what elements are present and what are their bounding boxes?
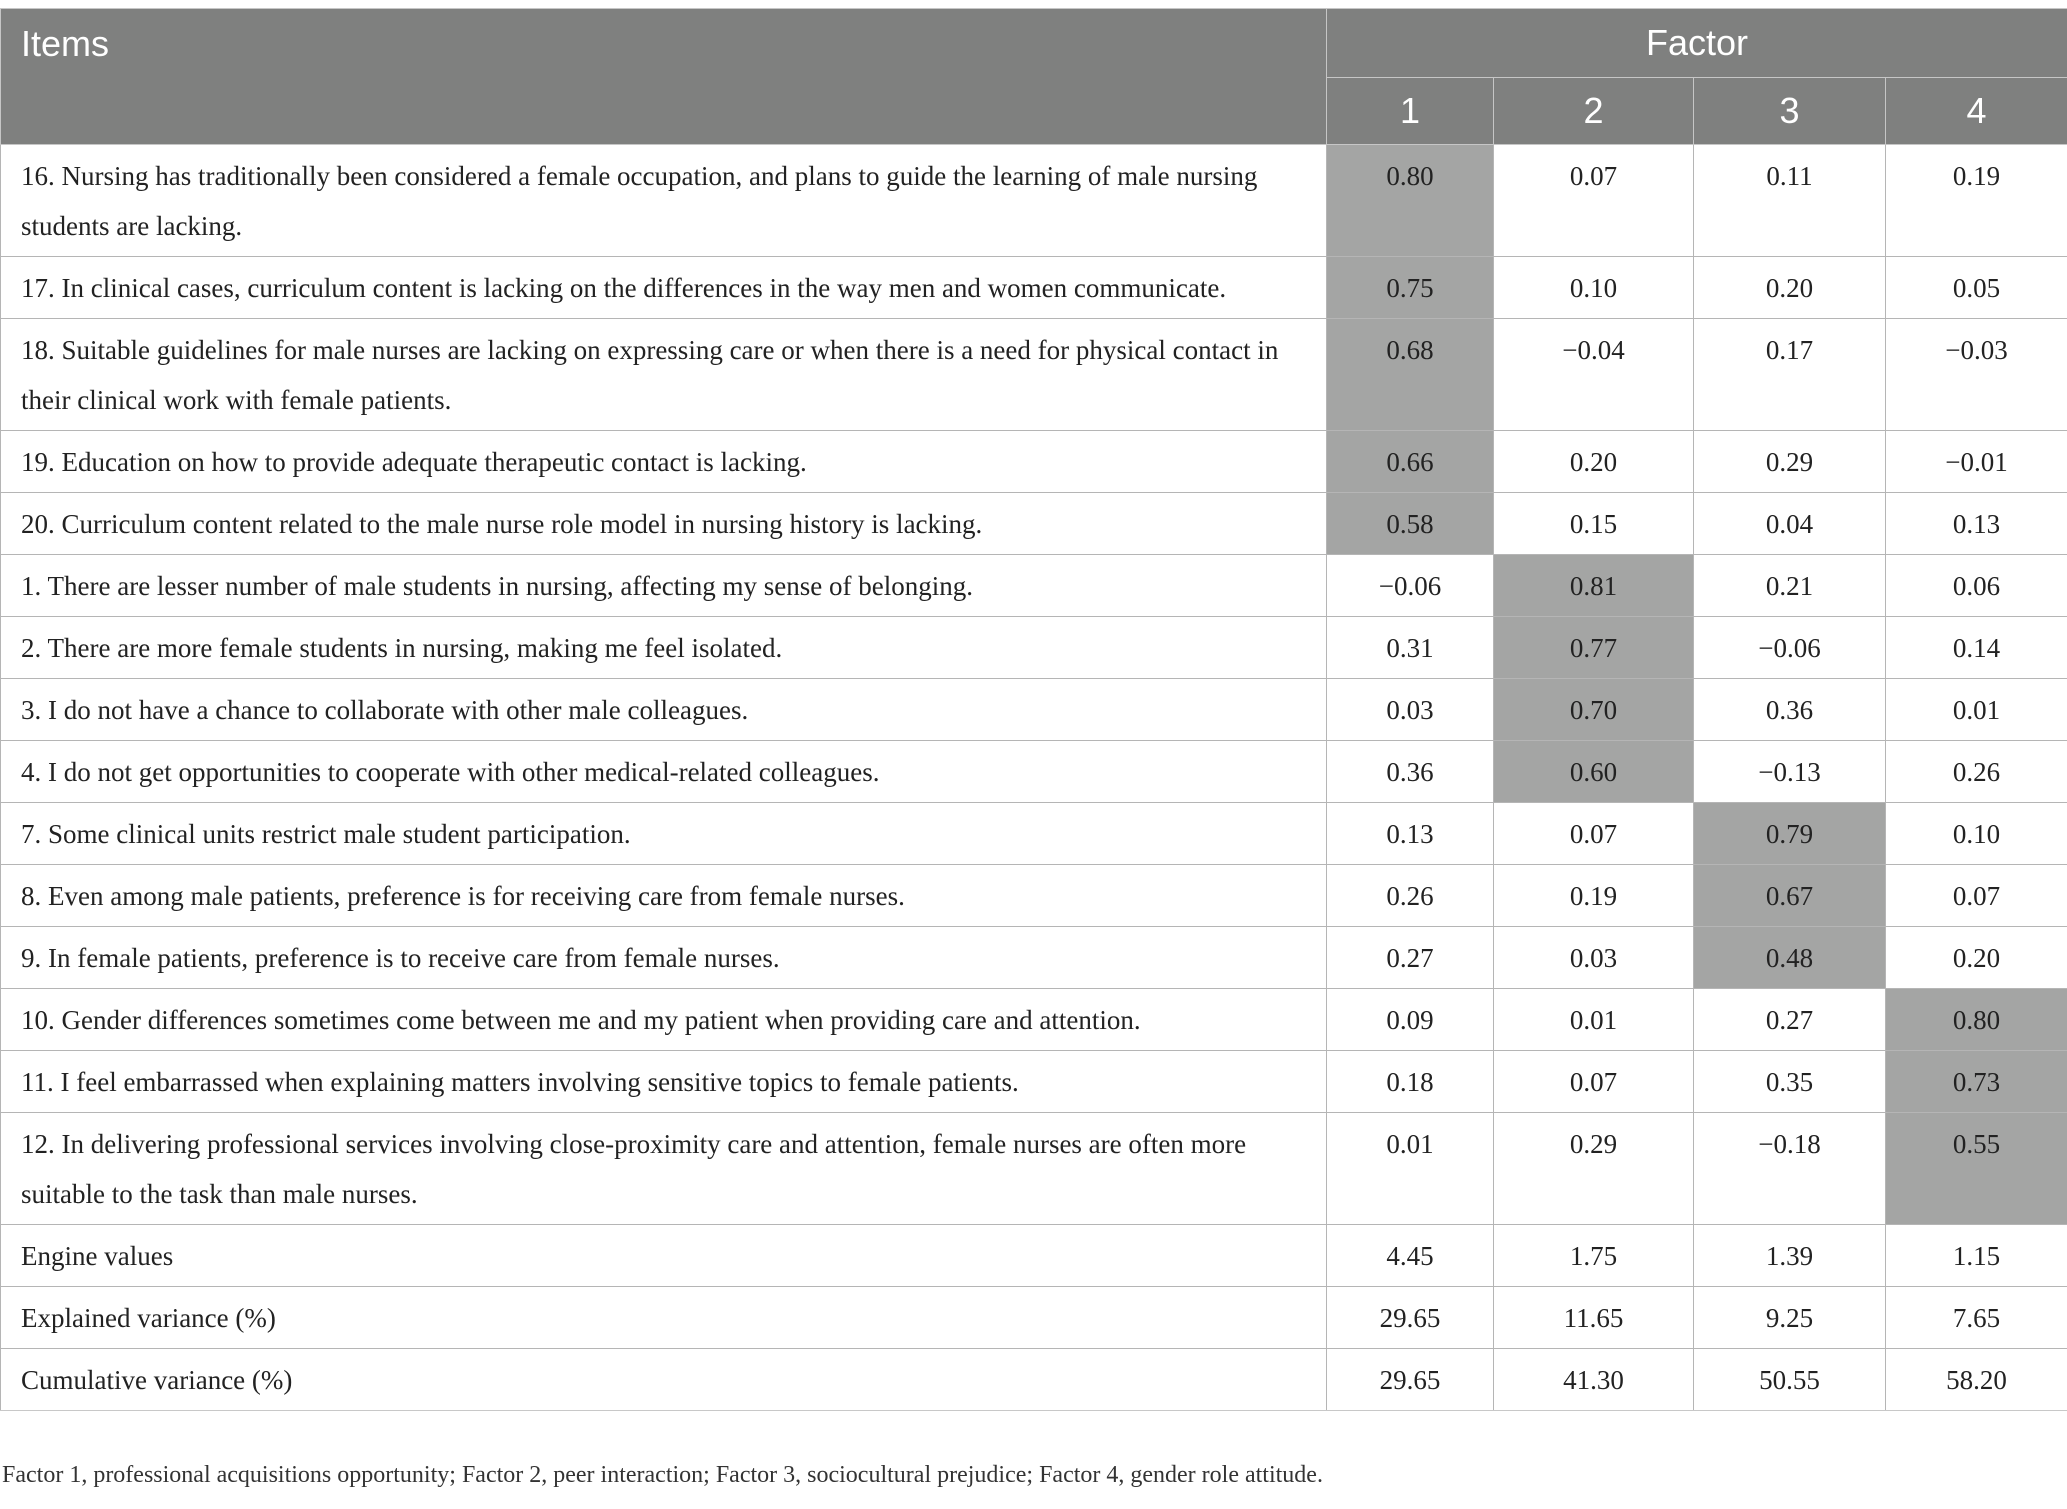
factor-2-value-cell: 11.65 (1494, 1287, 1694, 1349)
factor-1-value-cell: 29.65 (1327, 1349, 1494, 1411)
factor-1-value-cell: 0.36 (1327, 741, 1494, 803)
factor-2-value-cell: 0.03 (1494, 927, 1694, 989)
item-cell: 2. There are more female students in nursing, making me feel isolated. (1, 617, 1327, 679)
table-body (1, 145, 2067, 1411)
factor-2-value-cell: 0.70 (1494, 679, 1694, 741)
table-row (1, 927, 2067, 989)
factor-2-value-cell: 0.20 (1494, 431, 1694, 493)
factor-4-value-cell: 1.15 (1886, 1225, 2067, 1287)
item-cell: 1. There are lesser number of male students in nursing, affecting my sense of belonging. (1, 555, 1327, 617)
factor-1-value-cell: −0.06 (1327, 555, 1494, 617)
factor-2-value-cell: 0.19 (1494, 865, 1694, 927)
factor-4-value-cell: −0.03 (1886, 319, 2067, 431)
factor-3-value-cell: 0.04 (1694, 493, 1886, 555)
factor-4-value-cell: 0.19 (1886, 145, 2067, 257)
factor-2-value-cell: −0.04 (1494, 319, 1694, 431)
factor-4-value-cell: 0.06 (1886, 555, 2067, 617)
factor-3-value-cell: 0.79 (1694, 803, 1886, 865)
factor-2-value-cell: 0.81 (1494, 555, 1694, 617)
table-row (1, 493, 2067, 555)
factor-4-value-cell: 0.20 (1886, 927, 2067, 989)
factor-2-value-cell: 0.10 (1494, 257, 1694, 319)
factor-2-value-cell: 0.60 (1494, 741, 1694, 803)
factor-3-value-cell: 0.20 (1694, 257, 1886, 319)
factor-1-value-cell: 0.13 (1327, 803, 1494, 865)
table-row (1, 257, 2067, 319)
table-row (1, 145, 2067, 257)
items-column-header: Items (1, 9, 1327, 145)
factor-1-value-cell: 0.03 (1327, 679, 1494, 741)
table-footnote: Factor 1, professional acquisitions opportunity; Factor 2, peer interaction; Factor 3, sociocultural prejudice; Factor 4, gender role attitude. (2, 1462, 1323, 1488)
factor-4-value-cell: −0.01 (1886, 431, 2067, 493)
factor-1-value-cell: 0.68 (1327, 319, 1494, 431)
factor-3-value-cell: 0.11 (1694, 145, 1886, 257)
factor-3-value-cell: 9.25 (1694, 1287, 1886, 1349)
factor-1-value-cell: 0.18 (1327, 1051, 1494, 1113)
factor-4-value-cell: 0.07 (1886, 865, 2067, 927)
factor-1-value-cell: 29.65 (1327, 1287, 1494, 1349)
factor-2-value-cell: 0.15 (1494, 493, 1694, 555)
item-cell: 17. In clinical cases, curriculum content is lacking on the differences in the way men and women communicate. (1, 257, 1327, 319)
item-cell: 19. Education on how to provide adequate therapeutic contact is lacking. (1, 431, 1327, 493)
factor-4-value-cell: 0.14 (1886, 617, 2067, 679)
item-cell: 16. Nursing has traditionally been considered a female occupation, and plans to guide the learning of male nursing students are lacking. (1, 145, 1327, 257)
factor-4-value-cell: 0.05 (1886, 257, 2067, 319)
factor-4-header: 4 (1886, 78, 2067, 145)
factor-4-value-cell: 0.01 (1886, 679, 2067, 741)
factor-4-value-cell: 0.73 (1886, 1051, 2067, 1113)
item-cell: 11. I feel embarrassed when explaining matters involving sensitive topics to female patients. (1, 1051, 1327, 1113)
factor-3-value-cell: 50.55 (1694, 1349, 1886, 1411)
factor-2-value-cell: 0.01 (1494, 989, 1694, 1051)
table-row (1, 617, 2067, 679)
item-cell: 8. Even among male patients, preference is for receiving care from female nurses. (1, 865, 1327, 927)
factor-3-value-cell: 0.21 (1694, 555, 1886, 617)
factor-4-value-cell: 7.65 (1886, 1287, 2067, 1349)
factor-2-value-cell: 0.77 (1494, 617, 1694, 679)
item-cell: Cumulative variance (%) (1, 1349, 1327, 1411)
item-cell: 3. I do not have a chance to collaborate with other male colleagues. (1, 679, 1327, 741)
factor-2-value-cell: 41.30 (1494, 1349, 1694, 1411)
factor-3-value-cell: 0.35 (1694, 1051, 1886, 1113)
table-row (1, 319, 2067, 431)
table-row (1, 989, 2067, 1051)
factor-1-value-cell: 4.45 (1327, 1225, 1494, 1287)
factor-3-value-cell: −0.18 (1694, 1113, 1886, 1225)
factor-1-value-cell: 0.01 (1327, 1113, 1494, 1225)
factor-3-header: 3 (1694, 78, 1886, 145)
factor-2-header: 2 (1494, 78, 1694, 145)
item-cell: 7. Some clinical units restrict male student participation. (1, 803, 1327, 865)
factor-2-value-cell: 1.75 (1494, 1225, 1694, 1287)
factor-3-value-cell: −0.06 (1694, 617, 1886, 679)
table-row (1, 803, 2067, 865)
factor-3-value-cell: 0.29 (1694, 431, 1886, 493)
factor-3-value-cell: 0.36 (1694, 679, 1886, 741)
table-row (1, 431, 2067, 493)
table-header (1, 9, 2067, 145)
table-row (1, 1051, 2067, 1113)
factor-1-value-cell: 0.80 (1327, 145, 1494, 257)
factor-4-value-cell: 0.13 (1886, 493, 2067, 555)
item-cell: 9. In female patients, preference is to receive care from female nurses. (1, 927, 1327, 989)
factor-4-value-cell: 0.10 (1886, 803, 2067, 865)
table-row (1, 1225, 2067, 1287)
factor-1-value-cell: 0.75 (1327, 257, 1494, 319)
item-cell: 18. Suitable guidelines for male nurses are lacking on expressing care or when there is a need for physical contact in their clinical work with female patients. (1, 319, 1327, 431)
factor-3-value-cell: 0.67 (1694, 865, 1886, 927)
factor-2-value-cell: 0.29 (1494, 1113, 1694, 1225)
table-row (1, 1349, 2067, 1411)
item-cell: 10. Gender differences sometimes come between me and my patient when providing care and attention. (1, 989, 1327, 1051)
factor-4-value-cell: 58.20 (1886, 1349, 2067, 1411)
table-row (1, 679, 2067, 741)
table-row (1, 1287, 2067, 1349)
item-cell: Engine values (1, 1225, 1327, 1287)
factor-4-value-cell: 0.26 (1886, 741, 2067, 803)
factor-1-value-cell: 0.26 (1327, 865, 1494, 927)
factor-2-value-cell: 0.07 (1494, 1051, 1694, 1113)
factor-3-value-cell: 0.17 (1694, 319, 1886, 431)
factor-1-header: 1 (1327, 78, 1494, 145)
item-cell: 4. I do not get opportunities to cooperate with other medical-related colleagues. (1, 741, 1327, 803)
table-bottom-rule (0, 1410, 2067, 1411)
factor-4-value-cell: 0.55 (1886, 1113, 2067, 1225)
factor-1-value-cell: 0.66 (1327, 431, 1494, 493)
item-cell: Explained variance (%) (1, 1287, 1327, 1349)
factor-group-header: Factor (1327, 9, 2067, 78)
factor-1-value-cell: 0.27 (1327, 927, 1494, 989)
factor-4-value-cell: 0.80 (1886, 989, 2067, 1051)
table-row (1, 1113, 2067, 1225)
factor-1-value-cell: 0.31 (1327, 617, 1494, 679)
factor-loadings-table (0, 8, 2067, 1411)
factor-2-value-cell: 0.07 (1494, 803, 1694, 865)
factor-3-value-cell: −0.13 (1694, 741, 1886, 803)
factor-1-value-cell: 0.58 (1327, 493, 1494, 555)
item-cell: 20. Curriculum content related to the male nurse role model in nursing history is lacking. (1, 493, 1327, 555)
table-row (1, 865, 2067, 927)
factor-1-value-cell: 0.09 (1327, 989, 1494, 1051)
factor-3-value-cell: 1.39 (1694, 1225, 1886, 1287)
factor-3-value-cell: 0.27 (1694, 989, 1886, 1051)
item-cell: 12. In delivering professional services involving close-proximity care and attention, female nurses are often more suitable to the task than male nurses. (1, 1113, 1327, 1225)
table-row (1, 555, 2067, 617)
table-row (1, 741, 2067, 803)
factor-2-value-cell: 0.07 (1494, 145, 1694, 257)
factor-3-value-cell: 0.48 (1694, 927, 1886, 989)
